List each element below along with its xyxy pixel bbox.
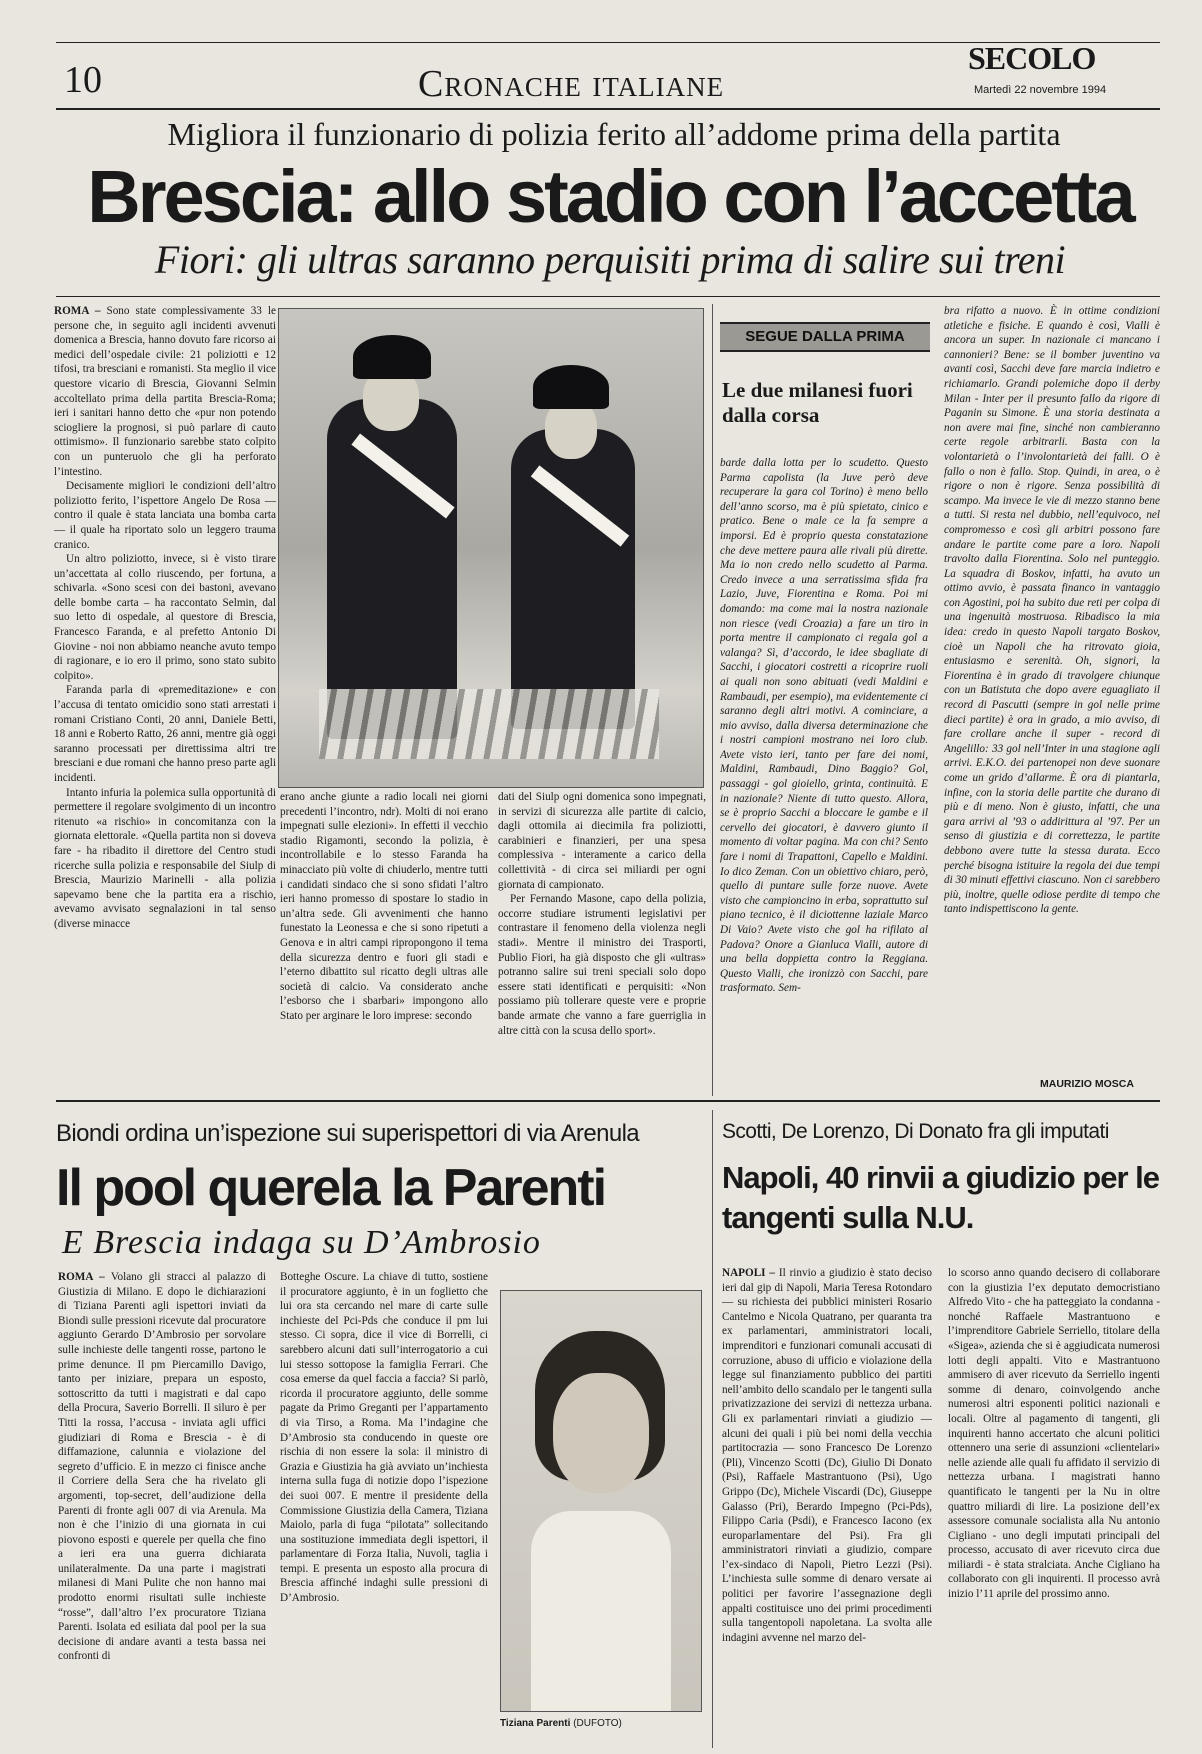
right-kicker: Scotti, De Lorenzo, Di Donato fra gli imputati: [722, 1120, 1109, 1143]
paragraph: Intanto infuria la polemica sulla opportunità di permettere il regolare svolgimento di un incontro ritenuto «a rischio» in concomitanza con la giornata elettorale. «Quella partita non si doveva fare - ha ribadito il direttore del Centro studi ricerche sulla polizia e responsabile del Siulp di Brescia, Maurizio Marinelli - alla polizia sapevamo bene che la partita era a rischio, avevamo avvisato segnalazioni in tal senso (diverse minacce: [54, 786, 276, 930]
section-title: Cronache italiane: [418, 63, 725, 105]
paragraph: Faranda parla di «premeditazione» e con l’accusa di tentato omicidio sono stati arrestati i romani Cristiano Conti, 20 anni, Daniele Betti, 18 anni e Roberto Ratto, 26 anni, mentre già oggi saranno processati per direttissima altri tre bresciani e due romani che hanno preso parte agli incidenti.: [54, 684, 276, 784]
caption-name: Tiziana Parenti: [500, 1718, 571, 1729]
left-subhead: E Brescia indaga su D’Ambrosio: [62, 1224, 541, 1261]
left-story-column-1: [58, 1270, 266, 1740]
issue-date: Martedì 22 novembre 1994: [974, 84, 1107, 96]
left-kicker: Biondi ordina un’ispezione sui superispettori di via Arenula: [56, 1120, 640, 1147]
paragraph: Volano gli stracci al palazzo di Giustizia di Milano. E dopo le dichiarazioni di Tiziana Parenti agli ispettori inviati da Biondi sulle pressioni ricevute dal procuratore aggiunto Gerardo D’Ambrosio per sorvolare sulle inchieste delle tangenti rosse, partono le prime denunce. Il pm Piercamillo Davigo, tanto per iniziare, prepara un esposto, sottoscritto da tutti i magistrati e dal capo della Procura, Saverio Borrelli. Il siluro è per Titti la rossa, l’accusa - inviata agli uffici giudiziari di Roma e Brescia - è di diffamazione, calunnia e violazione del segreto d’ufficio. E in mezzo ci finisce anche il Corriere della Sera che ha rivelato gli argomenti, top-secret, dell’audizione della Parenti di fronte agli 007 di via Arenula. Ma non è che l’inizio di una giornata in cui piovono esposti e querele per quella che fino a ieri era una guerra dichiarata unilateralmente. Da una parte i magistrati milanesi di Mani Pulite che non hanno mai prodotto enormi risultati sulle inchieste “rosse”, dall’altro l’ex procuratore Tiziana Parenti. Isolata ed esiliata dal pool per la sua decisione di andare avanti a testa bassa nei confronti di: [58, 1271, 266, 1663]
paragraph: Per Fernando Masone, capo della polizia, occorre studiare istrumenti legislativi per contrastare il fenomeno della violenza negli stadi». Mentre il ministro dei Trasporti, Publio Fiori, ha già disposto che gli «ultras» potranno salire sui treni speciali solo dopo essere stati identificati e perquisiti: «Non possiamo più tollerare queste vere e proprie bande armate che vanno a fare guerriglia in altre città con la scusa dello sport».: [498, 893, 706, 1037]
right-headline: Napoli, 40 rinvii a giudizio per le tangenti sulla N.U.: [722, 1160, 1159, 1235]
sidebar-column-1: [720, 456, 928, 1088]
page-number: 10: [64, 59, 102, 101]
top-story-column-3: [498, 790, 706, 1094]
paragraph: Decisamente migliori le condizioni dell’altro poliziotto ferito, l’ispettore Angelo De Rosa — contro il quale è stata lanciata una bomba carta — il quale ha riportato solo un leggero trauma cranico.: [54, 480, 276, 551]
paragraph: bra rifatto a nuovo. È in ottime condizioni atletiche e fisiche. E quando è così, Vialli è ancora un super. In nazionale ci mancano i cannonieri? Bene: se il bomber juventino va avanti così, Sacchi deve fare marcia indietro e richiamarlo. Grandi polemiche dopo il derby Milan - Inter per il presunto fallo da rigore di Paganin su Simone. È una storia destinata a non avere mai fine, sinché non cambieranno certe regole arbitrarli. Basta con la volontarietà o l’involontarietà dei falli. O è fallo o non è fallo. Stop. Quindi, in area, o è rigore o non è rigore. Senza possibilità di scampo. Ma invece le vie di mezzo stanno bene a tutti. Si resta nel dubbio, nell’equivoco, nel compromesso e così gli arbitri possono fare andare le partite come pare a loro. Napoli travolto dalla Fiorentina. Solo nel punteggio. La squadra di Boskov, infatti, ha avuto un ottimo avvio, è passata financo in vantaggio con Agostini, poi ha subito due reti per colpa di una ingenuità mostruosa. Ribadisco la mia idea: credo in questo Napoli targato Boskov, cioè un Napoli che ha ritrovato gioia, entusiasmo e serenità. Oh, signori, la Fiorentina è in grado di travolgere chiunque con un Batistuta che dopo avere eguagliato il record di Pascutti (sempre in gol nelle prime dieci partite) è ora in grado, a mio avviso, di fare crollare anche il super - record di Angelillo: 33 gol nell’Inter in una stagione agli arrivi. E.K.O. dei partenopei non deve suonare come un grido d’allarme. È ora di piantarla, infine, con la storia delle partite che durano di più e di meno. Non è giusto, infatti, che una gara arrivi al ’93 o addirittura al ’97. Per un senso di giustizia e di correttezza, le partite debbono avere tutte la stessa durata. Ecco perché bisogna istituire la regola dei due tempi di 30 minuti effettivi ciascuno. Non ci sarebbero più, inoltre, quelle odiose perdite di tempo che tanto indispettiscono la gente.: [944, 305, 1160, 916]
caption-credit: (DUFOTO): [573, 1718, 622, 1729]
right-story-column-1: [722, 1266, 932, 1744]
paragraph: barde dalla lotta per lo scudetto. Questo Parma capolista (la Juve però deve recuperare la gara col Torino) è meno bello dell’anno scorso, ma è più spietato, cinico e pratico. Bene o male ce la fa sempre a imporsi. Ed è proprio questa constatazione che deve mettere paura alle rivali più dirette. Ma io non credo nello scudetto al Parma. Credo invece a una serratissima sfida fra Lazio, Juve, Fiorentina e Roma. Poi mi domando: ma come mai la nostra nazionale non riesce (vedi Croazia) a fare un tiro in porta mentre il campionato ci regala gol a valanga? Sì, d’accordo, le idee sbagliate di Sacchi, i giocatori costretti a ricoprire ruoli ai quali non sono abituati (vedi Maldini e Rambaudi, per esempio), ma evidentemente ci saranno degli altri motivi. A cominciare, a mio avviso, dalla diversa determinazione che i nostri campioni mostrano nei loro club. Avete visto ieri, tanto per fare dei nomi, Maldini, Rambaudi, Dino Baggio? Gol, passaggi - gol gioiello, grinta, continuità. E in nazionale? Niente di tutto questo. Allora, se è proprio Sacchi a bloccare le gambe e il cervello dei giocatori, è davvero giunto il momento di voltar pagina. Ma con chi? Sento fare i nomi di Trapattoni, Capello e Maldini. Io dico Zeman. Con un obiettivo chiaro, però, quello di puntare sulle forze nuove. Avete visto che campioncino in erba, soprattutto sul piano tecnico, è il diciottenne laziale Marco Di Vaio? Avete visto che gol ha rifilato al Padova? Onore a Gianluca Vialli, autore di una bella doppietta contro la Reggiana. Questo Vialli, che ironizzò con Sacchi, pare trasformato. Sem-: [720, 457, 928, 995]
top-story-column-1: [54, 304, 276, 1094]
top-story-column-2: [280, 790, 488, 1094]
segue-dalla-prima-label: SEGUE DALLA PRIMA: [720, 322, 930, 352]
top-subhead: Fiori: gli ultras saranno perquisiti prima di salire sui treni: [154, 237, 1066, 282]
paragraph: lo scorso anno quando decisero di collaborare con la giustizia l’ex deputato democristiano Alfredo Vito - che ha patteggiato la condanna - nonché Raffaele Mastrantuono e l’imprenditore Gabriele Serriello, titolare della «Sigea», azienda che si è aggiudicata numerosi lotti degli appalti. Vito e Mastrantuono ammisero di aver ricevuto da Serriello ingenti somme di denaro, coinvolgendo anche numerosi altri esponenti politici nazionali e locali. Oltre al pagamento di tangenti, gli inquirenti hanno accertato che alcuni politici ottennero una serie di assunzioni «clientelari» nelle aziende alle quali fu affidato il servizio di nettezza urbana. I magistrati hanno quantificato le tangenti per la Nu in oltre quattro miliardi di lire. La posizione dell’ex assessore comunale socialista alla Nu antonio Cigliano - uno degli imputati principali del processo, accusato di aver ricevuto circa due miliardi - è stata stralciata. Anche Cigliano ha collaborato con gli inquirenti. Il processo avrà inizio l’11 aprile del prossimo anno.: [948, 1267, 1160, 1601]
top-headline: Brescia: allo stadio con l’accetta: [87, 155, 1133, 238]
right-story-column-2: [948, 1266, 1160, 1744]
left-headline: Il pool querela la Parenti: [56, 1159, 606, 1217]
left-story-column-2: [280, 1270, 488, 1740]
newspaper-logo: SECOLO: [968, 40, 1096, 76]
paragraph: dati del Siulp ogni domenica sono impegnati, in servizi di sicurezza alle partite di calcio, dagli ottomila ai diecimila fra poliziotti, carabinieri e finanzieri, per una spesa complessiva - interamente a carico della collettività - di circa sei miliardi per ogni giornata di campionato.: [498, 791, 706, 891]
dateline: ROMA –: [58, 1271, 105, 1283]
sidebar-byline: MAURIZIO MOSCA: [1040, 1078, 1134, 1090]
dateline: NAPOLI –: [722, 1267, 775, 1279]
paragraph: Botteghe Oscure. La chiave di tutto, sostiene il procuratore aggiunto, è in un foglietto che lui ora sta cercando nel mare di carte sulle inchieste del Pci-Pds che conduce il pm lui stesso. Ci sopra, dice il vice di Borrelli, ci sarebbero alcuni dati sull’interrogatorio a cui lui stesso sottopose la famiglia Ferrari. Che cosa emerse da quel faccia a faccia? Si parlò, ricorda il procuratore aggiunto, delle somme pagate da Primo Greganti per l’appartamento di via Tirso, a Roma. Ma l’indagine che D’Ambrosio sta conducendo in queste ore rischia di non essere la sola: il ministro di Grazia e Giustizia ha già avviato un’inchiesta interna sulla fuga di notizie dopo l’ispezione dei suoi 007. E mentre il presidente della Commissione Giustizia della Camera, Tiziana Maiolo, parla di fuga “pilotata” sollecitando una sostituzione immediata degli ispettori, il parlamentare di Forza Italia, Nuvoli, taglia i tempi. E presenta un esposto alla procura di Brescia affinché indaghi sulle pressioni di D’Ambrosio.: [280, 1271, 488, 1605]
paragraph: Il rinvio a giudizio è stato deciso ieri dal gip di Napoli, Maria Teresa Rotondaro — su richiesta dei pubblici ministeri Rosario Cantelmo e Nicola Quatrano, per quaranta tra ex parlamentari, amministratori locali, imprenditori e funzionari comunali accusati di corruzione, abuso di ufficio e violazione della legge sul finanziamento pubblico dei partiti nell’ambito dello scandalo per le tangenti sulla privatizzazione dei servizi di nettezza urbana. Gli ex parlamentari rinviati a giudizio — alcuni dei quali i più bei nomi della vecchia partitocrazia — sono Francesco De Lorenzo (Pli), Vincenzo Scotti (Dc), Giulio Di Donato (Psi), Raffaele Mastrantuono (Psi), Ugo Grippo (Dc), Michele Viscardi (Dc), Giuseppe Galasso (Pri), Berardo Impegno (Pci-Pds), Filippo Caria (Psdi), e Francesco Iacono (ex europarlamentare del Psi). Fra gli amministratori rinviati a giudizio, compare l’ex-sindaco di Napoli, Pietro Lezzi (Psi). L’inchiesta sulle somme di denaro versate ai politici per favorire l’assegnazione degli appalti costituisce uno dei primi procedimenti sulla tangentopoli napoletana. La svolta alle indagini avvenne nel marzo del-: [722, 1267, 932, 1644]
sidebar-column-2: [944, 304, 1160, 1070]
photo-caption: [500, 1718, 700, 1729]
tiziana-parenti-photo: [500, 1290, 702, 1712]
dateline: ROMA –: [54, 305, 101, 317]
carabinieri-photo: [278, 308, 704, 788]
paragraph: Sono state complessivamente 33 le persone che, in seguito agli incidenti avvenuti domenica a Brescia, hanno dovuto fare ricorso ai medici dell’ospedale civile: 21 poliziotti e 12 tifosi, tra bresciani e romanisti. Sta meglio il vice questore vicario di Brescia, Giovanni Selmin accoltellato prima della partita Brescia-Roma; ieri i sanitari hanno detto che «pur non potendo sciogliere la prognosi, si può parlare di cauto ottimismo». Il funzionario sarebbe stato colpito con un punteruolo che gli ha perforato l’intestino.: [54, 305, 276, 478]
paragraph: erano anche giunte a radio locali nei giorni precedenti l’incontro, ndr). Molti di noi erano impegnati sulle elezioni». In effetti il vecchio stadio Rigamonti, secondo la polizia, è incontrollabile e lo stesso Faranda ha minacciato più volte di chiuderlo, mentre tutti i candidati sindaco che si sono sfidati l’altro ieri hanno promesso di spostare lo stadio in un’altra sede. Gli avvenimenti che hanno funestato la Leonessa e che si sono ripetuti a Genova e in altri campi ripropongono il tema della sicurezza dentro e fuori gli stadi e l’eterno dibattito sul ricatto degli ultras alle società di calcio. Va considerato anche l’esborso che i sbarbari» impongono allo Stato per arginare le loro imprese: secondo: [280, 791, 488, 1022]
sidebar-headline: Le due milanesi fuori dalla corsa: [722, 378, 913, 427]
paragraph: Un altro poliziotto, invece, si è visto tirare un’accettata al collo riuscendo, per fortuna, a schivarla. «Sono scesi con dei bastoni, avevano delle bombe carta – ha raccontato Selmin, dal suo letto di ospedale, al questore di Brescia, Francesco Faranda, e al prefetto Antonio Di Giovine - noi non abbiamo neanche avuto tempo di ragionare, e io ero il primo, sono stato subito colpito».: [54, 553, 276, 682]
top-kicker: Migliora il funzionario di polizia ferito all’addome prima della partita: [167, 116, 1061, 152]
